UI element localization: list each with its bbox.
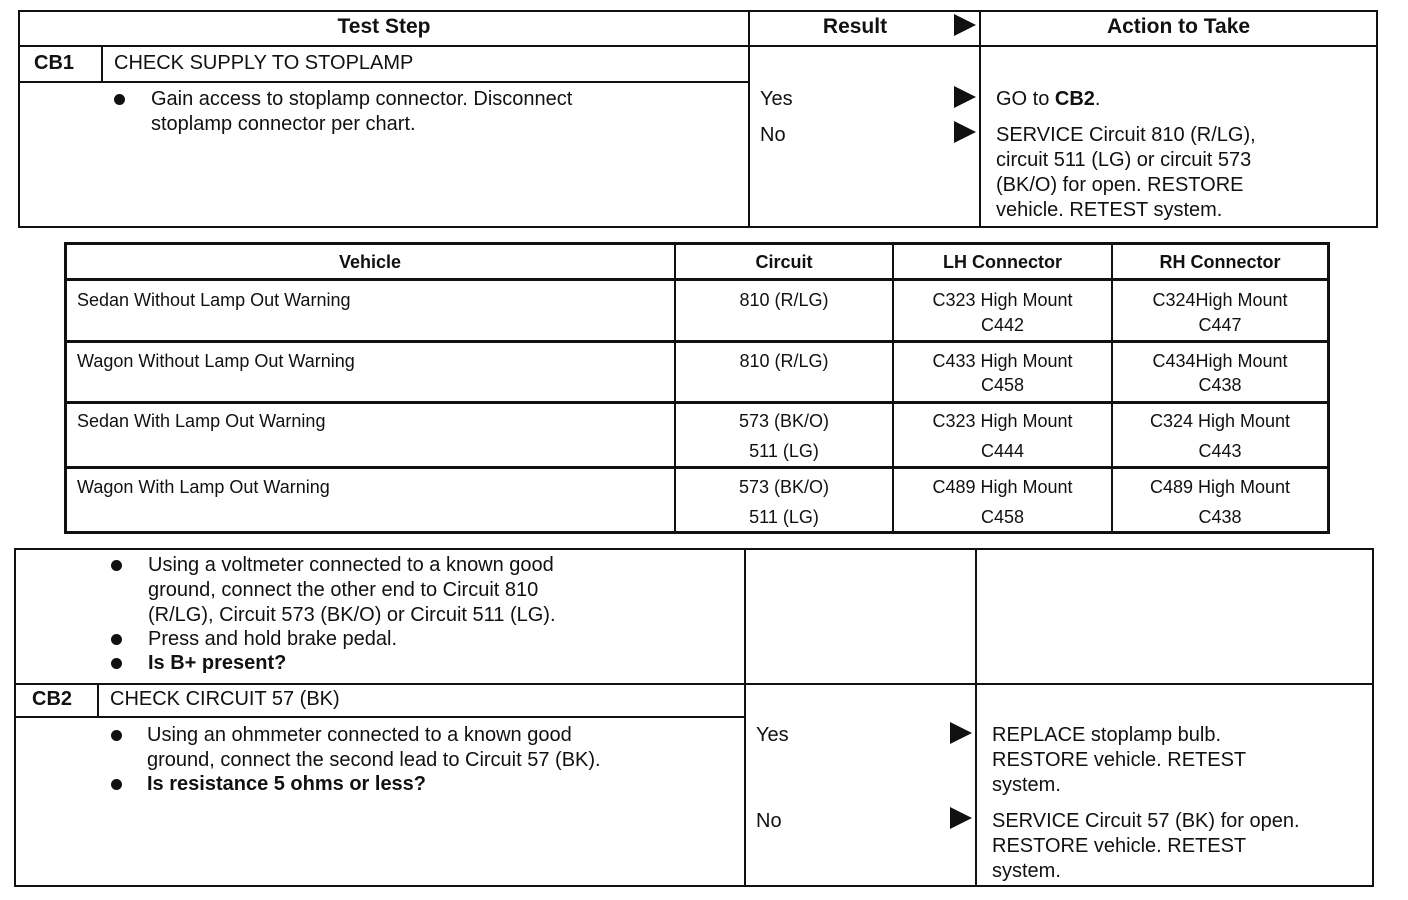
bullet-icon xyxy=(111,560,122,571)
chart-row3-lh-1: C323 High Mount xyxy=(932,411,1073,431)
cb2-yes-action-line3: system. xyxy=(992,774,1061,796)
chart-row1-lh-1: C323 High Mount xyxy=(932,290,1073,310)
col-sep-result-upper xyxy=(748,10,750,228)
chart-row4-circuit-1: 573 (BK/O) xyxy=(738,477,830,497)
chart-row4-rh-1: C489 High Mount xyxy=(1149,477,1291,497)
bullet-icon xyxy=(111,730,122,741)
chart-row4-vehicle: Wagon With Lamp Out Warning xyxy=(77,477,330,497)
cb1-step1-line2: stoplamp connector per chart. xyxy=(151,113,416,135)
chart-header-divider xyxy=(64,278,1330,281)
chart-row2-circuit: 810 (R/LG) xyxy=(739,351,829,371)
cb1-yes-action-suffix: . xyxy=(1094,88,1101,110)
bullet-icon xyxy=(114,94,125,105)
chart-row-sep-1 xyxy=(64,340,1330,343)
chart-row4-circuit-2: 511 (LG) xyxy=(749,507,819,527)
cb1-yes-action-prefix: GO to xyxy=(996,88,1055,110)
chart-row-sep-3 xyxy=(64,466,1330,469)
header-divider xyxy=(18,45,1378,47)
cb2-step1-line1: Using an ohmmeter connected to a known good xyxy=(147,724,572,746)
cb1-id: CB1 xyxy=(34,52,75,74)
cb1-title-divider xyxy=(18,81,750,83)
chart-row1-lh-2: C442 xyxy=(980,315,1025,335)
cb2-title-divider xyxy=(14,716,746,718)
cb1-step3: Press and hold brake pedal. xyxy=(148,628,398,650)
cb1-yes-action-target: CB2 xyxy=(1054,88,1095,110)
cb2-step2: Is resistance 5 ohms or less? xyxy=(147,773,427,795)
chart-header-lh: LH Connector xyxy=(943,252,1062,272)
cb1-no-action-line1: SERVICE Circuit 810 (R/LG), xyxy=(996,124,1256,146)
cb1-no-action-line3: (BK/O) for open. RESTORE xyxy=(996,174,1244,196)
chart-border-bottom xyxy=(64,531,1330,534)
header-result: Result xyxy=(822,15,888,38)
chart-row3-circuit-1: 573 (BK/O) xyxy=(738,411,830,431)
chart-row1-rh-1: C324High Mount xyxy=(1152,290,1288,310)
cb2-no-action-line3: system. xyxy=(992,860,1061,882)
chart-row1-circuit: 810 (R/LG) xyxy=(739,290,829,310)
col-sep-action-lower xyxy=(975,548,977,887)
yes-arrow-icon xyxy=(950,722,972,744)
chart-header-rh: RH Connector xyxy=(1159,252,1281,272)
table-border-right-lower xyxy=(1372,548,1374,887)
cb1-title: CHECK SUPPLY TO STOPLAMP xyxy=(114,52,414,74)
no-arrow-icon xyxy=(950,807,972,829)
chart-row3-rh-1: C324 High Mount xyxy=(1149,411,1291,431)
col-sep-action-upper xyxy=(979,10,981,228)
chart-row2-lh-2: C458 xyxy=(980,375,1025,395)
cb1-step1-line1: Gain access to stoplamp connector. Disconnect xyxy=(151,88,573,110)
chart-top-divider xyxy=(18,226,1378,228)
header-test-step: Test Step xyxy=(337,15,431,38)
chart-row-sep-2 xyxy=(64,401,1330,404)
chart-row2-rh-2: C438 xyxy=(1198,375,1242,395)
cb1-no-label: No xyxy=(760,124,786,146)
cb1-no-action-line2: circuit 511 (LG) or circuit 573 xyxy=(996,149,1252,171)
chart-row3-circuit-2: 511 (LG) xyxy=(749,441,819,461)
chart-border-right xyxy=(1327,242,1330,534)
cb1-step4: Is B+ present? xyxy=(148,652,287,674)
table-border-right-upper xyxy=(1376,10,1378,228)
chart-header-vehicle: Vehicle xyxy=(338,252,402,272)
chart-border-top xyxy=(64,242,1330,245)
chart-row2-vehicle: Wagon Without Lamp Out Warning xyxy=(77,351,355,371)
cb2-id-separator xyxy=(97,683,99,718)
cb1-yes-label: Yes xyxy=(760,88,793,110)
cb2-no-action-line2: RESTORE vehicle. RETEST xyxy=(992,835,1247,857)
chart-row2-rh-1: C434High Mount xyxy=(1152,351,1288,371)
chart-row4-lh-1: C489 High Mount xyxy=(932,477,1073,497)
cb1-step2-line3: (R/LG), Circuit 573 (BK/O) or Circuit 511 (LG). xyxy=(148,604,556,626)
chart-header-circuit: Circuit xyxy=(755,252,813,272)
chart-row2-lh-1: C433 High Mount xyxy=(932,351,1073,371)
chart-bottom-divider xyxy=(14,548,1374,550)
chart-row4-rh-2: C438 xyxy=(1198,507,1242,527)
cb2-no-label: No xyxy=(756,810,782,832)
cb1-step2-line1: Using a voltmeter connected to a known good xyxy=(148,554,554,576)
chart-row1-rh-2: C447 xyxy=(1198,315,1242,335)
chart-row1-vehicle: Sedan Without Lamp Out Warning xyxy=(77,290,351,310)
chart-row3-lh-2: C444 xyxy=(980,441,1025,461)
bullet-icon xyxy=(111,658,122,669)
cb2-step1-line2: ground, connect the second lead to Circuit 57 (BK). xyxy=(147,749,601,771)
chart-row4-lh-2: C458 xyxy=(980,507,1025,527)
bullet-icon xyxy=(111,634,122,645)
cb2-yes-label: Yes xyxy=(756,724,789,746)
bullet-icon xyxy=(111,779,122,790)
cb2-title: CHECK CIRCUIT 57 (BK) xyxy=(110,688,340,710)
cb1-yes-action xyxy=(996,87,1100,112)
header-arrow-icon xyxy=(954,14,976,36)
cb2-id: CB2 xyxy=(32,688,73,710)
cb2-no-action-line1: SERVICE Circuit 57 (BK) for open. xyxy=(992,810,1300,832)
table-border-top xyxy=(18,10,1378,12)
cb1-step2-line2: ground, connect the other end to Circuit 810 xyxy=(148,579,539,601)
cb2-yes-action-line1: REPLACE stoplamp bulb. xyxy=(992,724,1222,746)
chart-row3-vehicle: Sedan With Lamp Out Warning xyxy=(77,411,326,431)
cb2-yes-action-line2: RESTORE vehicle. RETEST xyxy=(992,749,1247,771)
chart-row3-rh-2: C443 xyxy=(1198,441,1242,461)
table-border-bottom xyxy=(14,885,1374,887)
table-border-left-upper xyxy=(18,10,20,228)
chart-border-left xyxy=(64,242,67,534)
cb1-id-separator xyxy=(101,45,103,83)
yes-arrow-icon xyxy=(954,86,976,108)
header-action: Action to Take xyxy=(1106,15,1251,38)
cb1-no-action-line4: vehicle. RETEST system. xyxy=(996,199,1223,221)
no-arrow-icon xyxy=(954,121,976,143)
cb2-top-divider xyxy=(14,683,1374,685)
